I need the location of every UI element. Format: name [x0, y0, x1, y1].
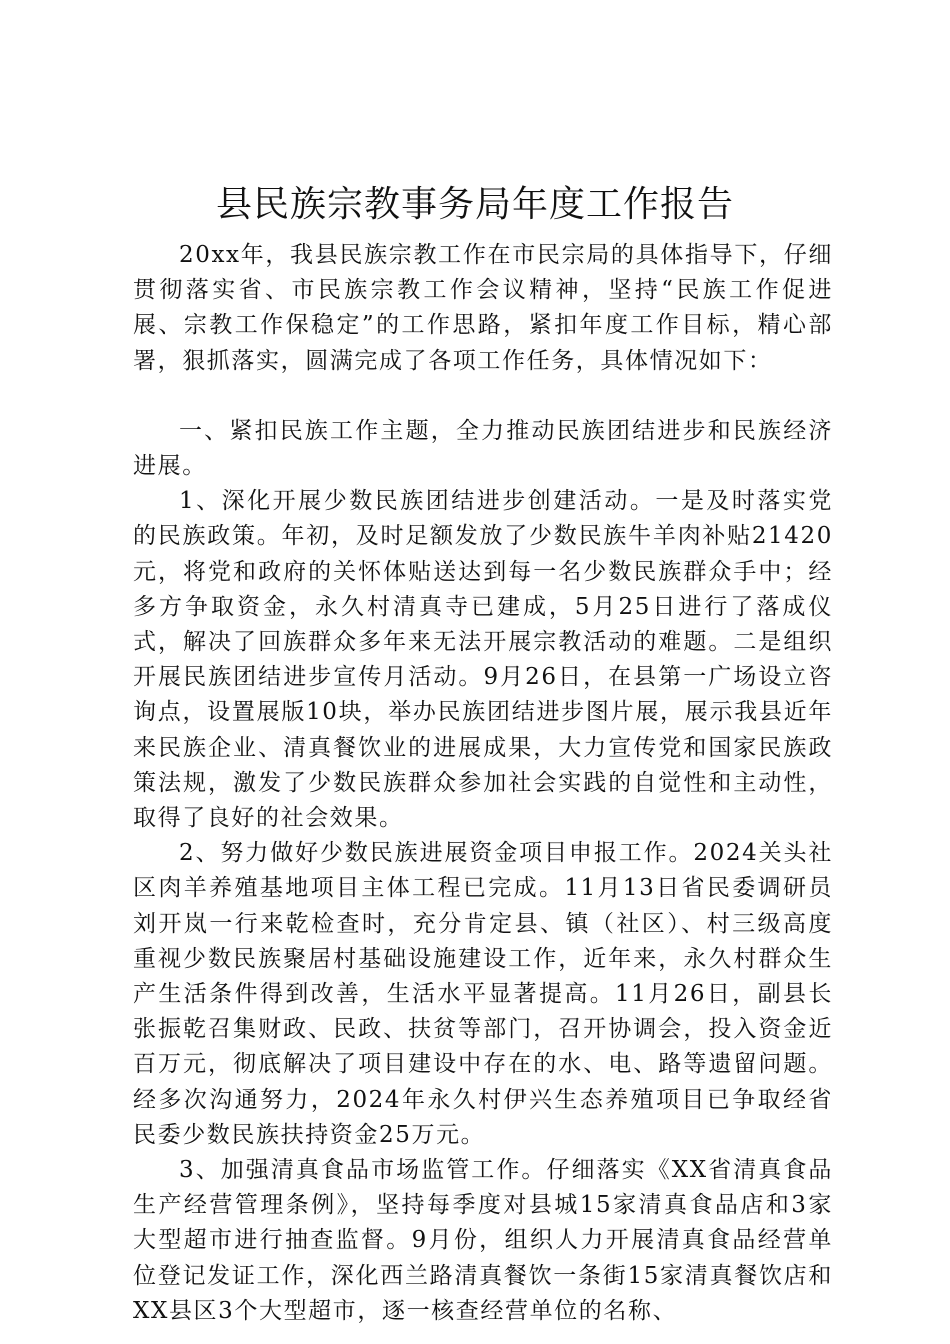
body-paragraph-2: 2、努力做好少数民族进展资金项目申报工作。2024关头社区肉羊养殖基地项目主体工程已完成。11月13日省民委调研员刘开岚一行来乾检查时，充分肯定县、镇（社区）、村三级高度重视少数民族聚居村基础设施建设工作，近年来，永久村群众生产生活条件得到改善，生活水平显著提高。11月26日，副县长张振乾召集财政、民政、扶贫等部门，召开协调会，投入资金近百万元，彻底解决了项目建设中存在的水、电、路等遗留问题。经多次沟通努力，2024年永久村伊兴生态养殖项目已争取经省民委少数民族扶持资金25万元。	[133, 840, 833, 1148]
section-heading-1: 一、紧扣民族工作主题，全力推动民族团结进步和民族经济进展。	[133, 417, 833, 480]
document-body	[133, 238, 833, 1329]
document-title: 县民族宗教事务局年度工作报告	[215, 184, 734, 225]
body-paragraph-1: 1、深化开展少数民族团结进步创建活动。一是及时落实党的民族政策。年初，及时足额发放了少数民族牛羊肉补贴21420元，将党和政府的关怀体贴送达到每一名少数民族群众手中；经多方争取资金，永久村清真寺已建成，5月25日进行了落成仪式，解决了回族群众多年来无法开展宗教活动的难题。二是组织开展民族团结进步宣传月活动。9月26日，在县第一广场设立咨询点，设置展版10块，举办民族团结进步图片展，展示我县近年来民族企业、清真餐饮业的进展成果，大力宣传党和国家民族政策法规，激发了少数民族群众参加社会实践的自觉性和主动性，取得了良好的社会效果。	[133, 488, 833, 832]
intro-paragraph: 20xx年，我县民族宗教工作在市民宗局的具体指导下，仔细贯彻落实省、市民族宗教工作会议精神，坚持“民族工作促进展、宗教工作保稳定”的工作思路，紧扣年度工作目标，精心部署，狠抓落实，圆满完成了各项工作任务，具体情况如下：	[133, 242, 833, 374]
body-paragraph-3: 3、加强清真食品市场监管工作。仔细落实《XX省清真食品生产经营管理条例》，坚持每季度对县城15家清真食品店和3家大型超市进行抽查监督。9月份，组织人力开展清真食品经营单位登记发证工作，深化西兰路清真餐饮一条街15家清真餐饮店和XX县区3个大型超市，逐一核查经营单位的名称、	[133, 1157, 833, 1324]
